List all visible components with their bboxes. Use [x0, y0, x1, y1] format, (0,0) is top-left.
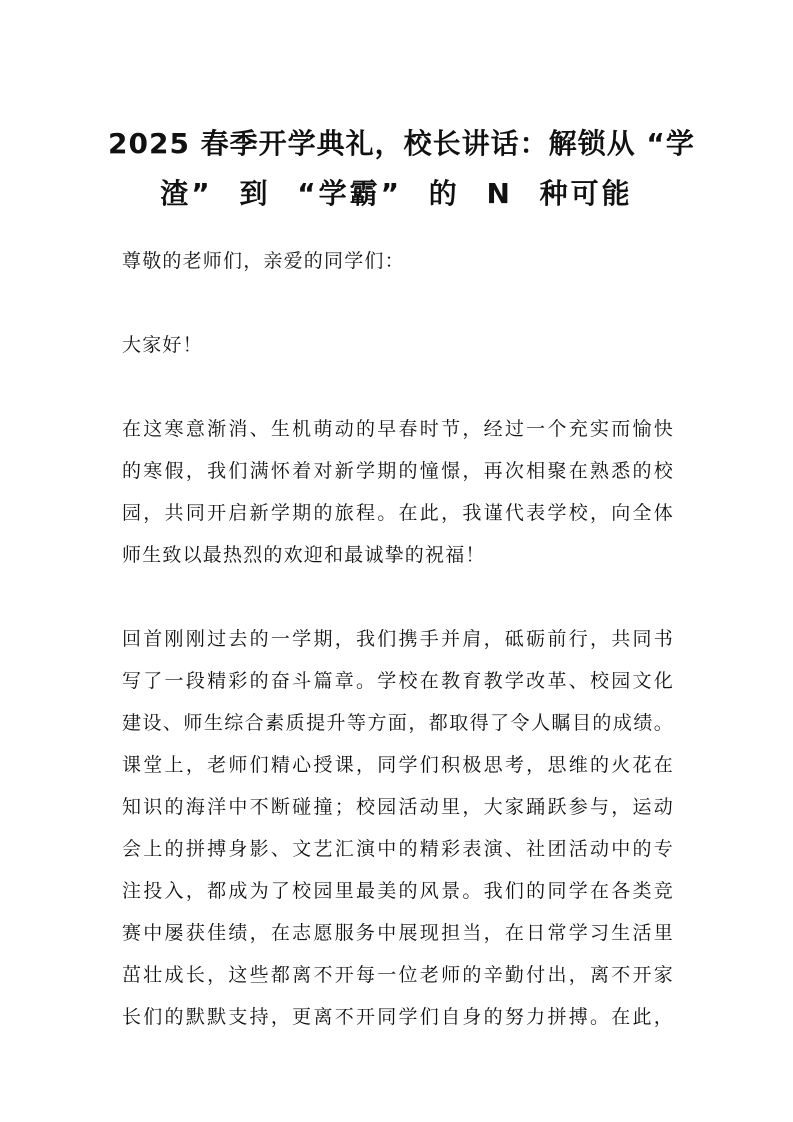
paragraph-line: 园，共同开启新学期的旅程。在此，我谨代表学校，向全体: [122, 502, 674, 524]
paragraph-line: 回首刚刚过去的一学期，我们携手并肩，砥砺前行，共同书: [122, 628, 674, 650]
document-title-line-2: 渣” 到 “学霸” 的 N 种可能: [160, 177, 633, 210]
paragraph-line: 长们的默默支持，更离不开同学们自身的努力拼搏。在此，: [122, 1006, 674, 1028]
paragraph-line: 知识的海洋中不断碰撞；校园活动里，大家踊跃参与，运动: [122, 796, 674, 818]
paragraph-line: 写了一段精彩的奋斗篇章。学校在教育教学改革、校园文化: [122, 670, 674, 692]
paragraph-line: 茁壮成长，这些都离不开每一位老师的辛勤付出，离不开家: [122, 964, 674, 986]
paragraph-line: 课堂上，老师们精心授课，同学们积极思考，思维的火花在: [122, 754, 674, 776]
document-title-line-1: 2025 春季开学典礼，校长讲话：解锁从 “学: [108, 127, 695, 160]
paragraph-line: 建设、师生综合素质提升等方面，都取得了令人瞩目的成绩。: [122, 712, 674, 734]
paragraph-line: 注投入，都成为了校园里最美的风景。我们的同学在各类竞: [122, 880, 674, 902]
greeting: 大家好！: [122, 334, 203, 356]
paragraph-line: 赛中屡获佳绩，在志愿服务中展现担当，在日常学习生活里: [122, 922, 674, 944]
paragraph-line: 师生致以最热烈的欢迎和最诚挚的祝福！: [122, 544, 486, 566]
paragraph-line: 在这寒意渐消、生机萌动的早春时节，经过一个充实而愉快: [122, 418, 674, 440]
paragraph-line: 的寒假，我们满怀着对新学期的憧憬，再次相聚在熟悉的校: [122, 460, 674, 482]
salutation: 尊敬的老师们，亲爱的同学们：: [122, 250, 405, 272]
paragraph-line: 会上的拼搏身影、文艺汇演中的精彩表演、社团活动中的专: [122, 838, 674, 860]
